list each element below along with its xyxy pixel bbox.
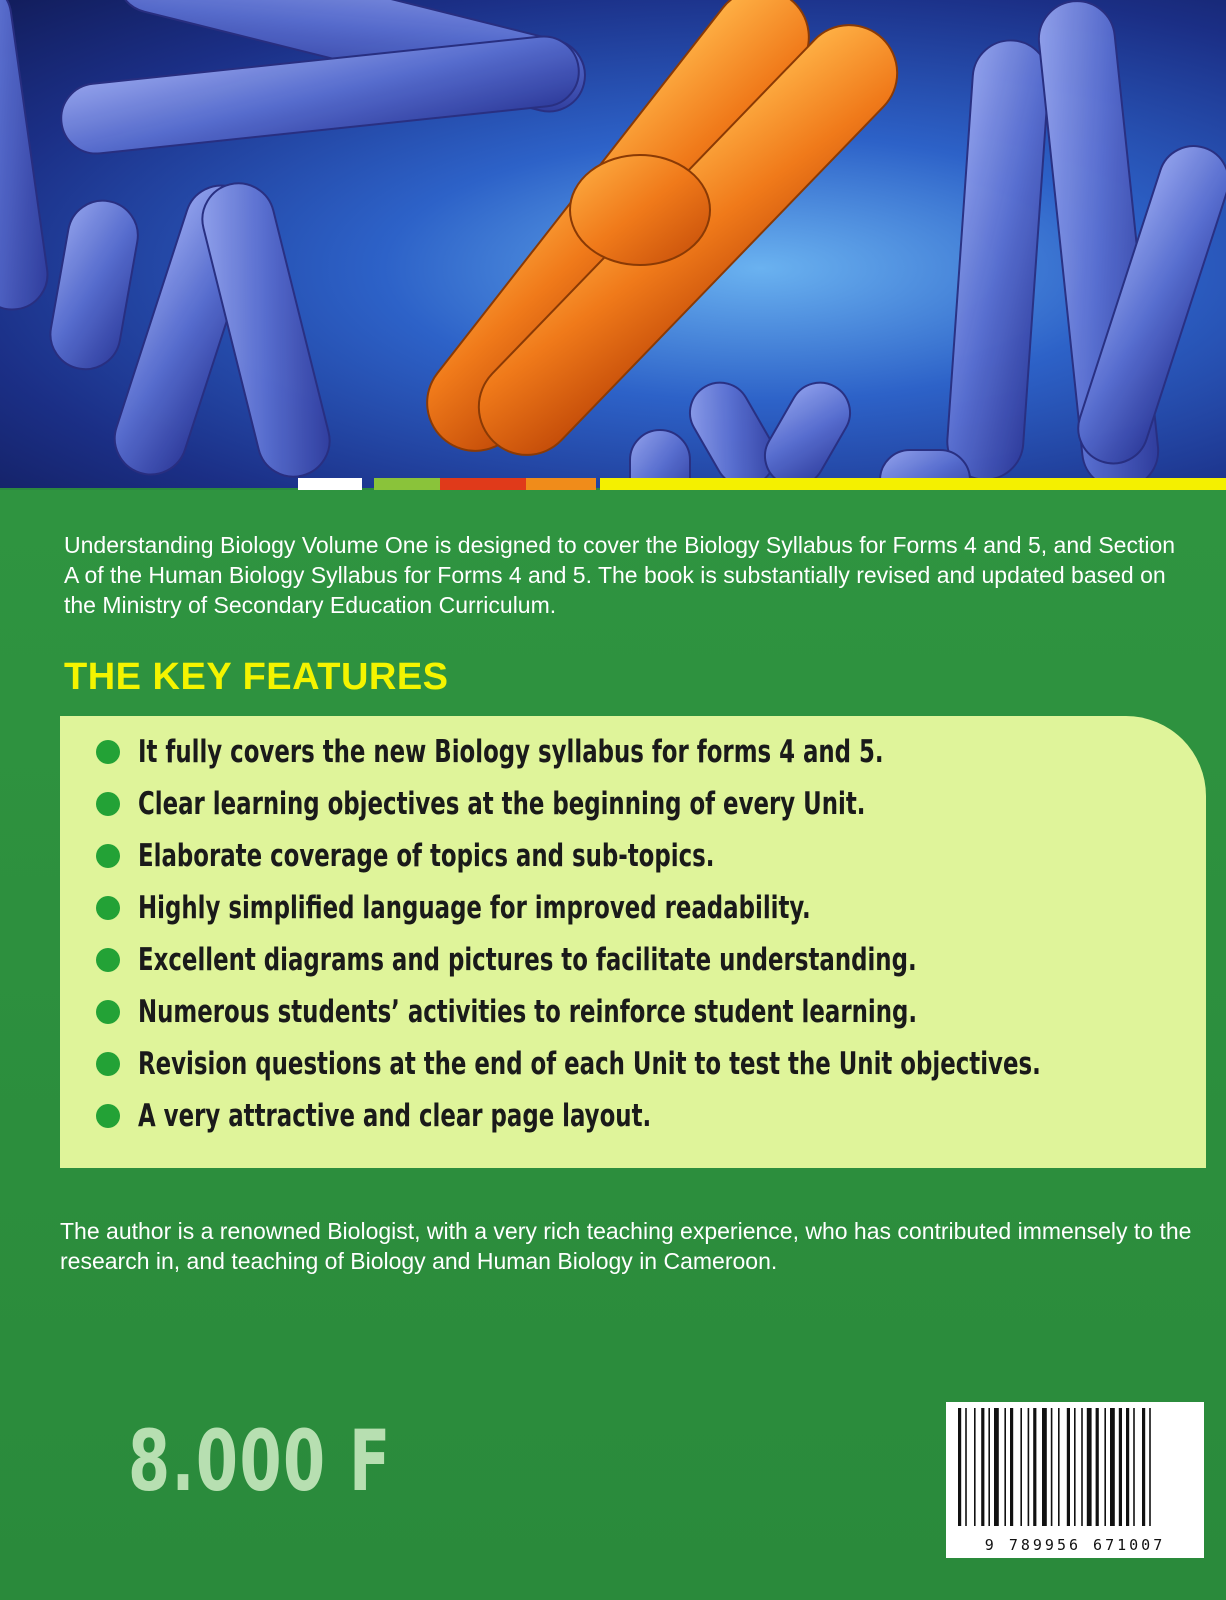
barcode-bar <box>965 1408 967 1526</box>
bullet-icon <box>96 740 120 764</box>
feature-text: A very attractive and clear page layout. <box>138 1098 652 1134</box>
barcode-bar <box>1081 1408 1083 1526</box>
barcode-bar <box>1010 1408 1013 1526</box>
barcode-bar <box>1074 1408 1076 1526</box>
features-box <box>60 716 1206 1168</box>
barcode-bar <box>1042 1408 1047 1526</box>
feature-text: Excellent diagrams and pictures to facilitate understanding. <box>138 942 917 978</box>
bullet-icon <box>96 844 120 868</box>
barcode-bar <box>1058 1408 1060 1526</box>
barcode-bar <box>1004 1408 1006 1526</box>
bullet-icon <box>96 896 120 920</box>
barcode-bar <box>994 1408 999 1526</box>
feature-item <box>96 726 1226 778</box>
bullet-icon <box>96 1104 120 1128</box>
stripe-white <box>298 478 362 490</box>
feature-item <box>96 934 1226 986</box>
feature-item <box>96 882 1226 934</box>
barcode-bar <box>1133 1408 1135 1526</box>
barcode-bar <box>1142 1408 1145 1526</box>
features-heading: THE KEY FEATURES <box>64 656 449 698</box>
barcode-bar <box>1149 1408 1151 1526</box>
feature-text: Clear learning objectives at the beginning of every Unit. <box>138 786 866 822</box>
barcode-number: 9 789956 671007 <box>984 1536 1166 1554</box>
author-paragraph: The author is a renowned Biologist, with a very rich teaching experience, who has contributed immensely to the research in, and teaching of Biology and Human Biology in Cameroon. <box>60 1218 1192 1274</box>
barcode-bar <box>1087 1408 1092 1526</box>
feature-item <box>96 830 1226 882</box>
stripe-yellow <box>600 478 1226 490</box>
stripe-orange <box>526 478 596 490</box>
barcode-bars <box>956 1408 1194 1526</box>
barcode-bar <box>988 1408 990 1526</box>
barcode-bar <box>974 1408 976 1526</box>
barcode <box>946 1402 1204 1558</box>
stripe-light-green <box>374 478 440 490</box>
chromosome-illustration <box>0 0 1226 488</box>
stripe-red <box>440 478 526 490</box>
feature-item <box>96 1038 1226 1090</box>
bullet-icon <box>96 792 120 816</box>
feature-item <box>96 986 1226 1038</box>
feature-item <box>96 1090 1226 1142</box>
feature-text: Highly simplified language for improved readability. <box>138 890 811 926</box>
bullet-icon <box>96 948 120 972</box>
bullet-icon <box>96 1000 120 1024</box>
feature-item <box>96 778 1226 830</box>
features-list <box>96 726 1226 1142</box>
barcode-bar <box>1104 1408 1106 1526</box>
barcode-bar <box>1067 1408 1070 1526</box>
feature-text: Numerous students’ activities to reinforce student learning. <box>138 994 918 1030</box>
bullet-icon <box>96 1052 120 1076</box>
barcode-bar <box>958 1408 961 1526</box>
feature-text: It fully covers the new Biology syllabus for forms 4 and 5. <box>138 734 884 770</box>
cover-illustration <box>0 0 1226 488</box>
barcode-bar <box>1028 1408 1030 1526</box>
barcode-bar <box>1110 1408 1115 1526</box>
barcode-bar <box>1126 1408 1129 1526</box>
barcode-bar <box>1020 1408 1022 1526</box>
feature-text: Elaborate coverage of topics and sub-topics. <box>138 838 715 874</box>
barcode-bar <box>981 1408 984 1526</box>
barcode-bar <box>1033 1408 1036 1526</box>
barcode-bar <box>1096 1408 1099 1526</box>
feature-text: Revision questions at the end of each Unit to test the Unit objectives. <box>138 1046 1041 1082</box>
barcode-bar <box>1119 1408 1122 1526</box>
barcode-bar <box>1051 1408 1053 1526</box>
intro-paragraph: Understanding Biology Volume One is designed to cover the Biology Syllabus for Forms 4 and 5, and Section A of the Human Biology Syllabus for Forms 4 and 5. The book is substantially revised and updated based on the Ministry of Secondary Education Curriculum. <box>64 532 1176 618</box>
price-label: 8.000 F <box>128 1412 392 1510</box>
